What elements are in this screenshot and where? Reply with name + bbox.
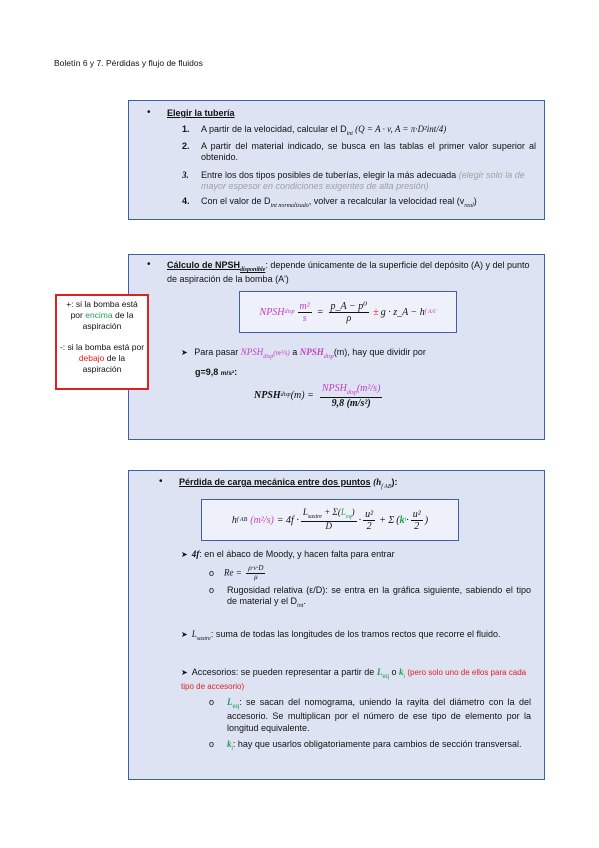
bullet: • <box>147 107 151 118</box>
box1-item-2: A partir del material indicado, se busca en las tablas el primer valor superior al obtenido. <box>201 141 536 163</box>
pressure-fraction: $\frac{\text{p\_A − p⁰}}{\rho}$ <box>330 300 368 324</box>
box3-item-lsastre: ➤ $L_{sastre}$: suma de todas las longitudes de los tramos rectos que recorre el fluido. <box>181 629 501 642</box>
item-number: 2. <box>182 141 190 151</box>
arrow-icon: ➤ <box>181 348 188 357</box>
sign-note-plus: +: si la bomba está por encima de la aspiración <box>66 299 138 332</box>
box1-item-4: Con el valor de $D_{int normalizado}$, volver a recalcular la velocidad real $(v_{real})$ <box>201 196 477 209</box>
box-npsh <box>128 254 545 440</box>
box3-sub-rugosidad: Rugosidad relativa (ε/D): se entra en la gráfica siguiente, sabiendo el tipo de material y el $D_{int}$. <box>227 585 531 610</box>
arrow-icon: ➤ <box>181 668 188 677</box>
box1-item-1: A partir de la velocidad, calcular el $D_{int}$ (Q = A · v, A = π·D²int/4) <box>201 124 447 137</box>
box3-item-4f: ➤ 4f: en el ábaco de Moody, y hacen falta para entrar <box>181 549 395 559</box>
item-number: 1. <box>182 124 190 134</box>
item-number: 4. <box>182 196 190 206</box>
box3-title: Pérdida de carga mecánica entre dos puntos $(h_{f AB})$: <box>179 477 398 490</box>
box3-sub-ki: $k_i$: hay que usarlos obligatoriamente para cambios de sección transversal. <box>227 739 522 752</box>
npsh-equation: NPSH disp $\frac{\text{m²}}{s}$ = $\frac{\text{p\_A − p⁰}}{\rho}$ ± g · z_A − h f AA' <box>239 291 457 333</box>
units-fraction: $\frac{\text{m²}}{s}$ <box>299 300 310 324</box>
sign-note-box <box>55 294 149 390</box>
bullet: • <box>147 259 151 270</box>
bullet: • <box>159 476 163 487</box>
box1-item-3: Entre los dos tipos posibles de tuberías, elegir la más adecuada (elegir solo la de mayor espesor en condiciones exigentes de alta presión) <box>201 170 525 192</box>
sign-note-minus: -: si la bomba está por debajo de la aspiración <box>59 342 145 375</box>
box3-sub-re: o Re = $\frac{\rho\cdot v\cdot D}{\mu}$ <box>209 564 264 581</box>
arrow-icon: ➤ <box>181 550 188 559</box>
box3-sub-leq: $L_{eq}$: se sacan del nomograma, uniendo la rayita del diámetro con la del accesorio. Se multiplican por el número de ese tipo de elemento por la longitud equivalente. <box>227 697 531 733</box>
arrow-icon: ➤ <box>181 630 188 639</box>
box2-arrow-item: ➤ Para pasar $NPSH_{disp}(m^2/s)$ a $NPSH_{disp}(m)$, hay que dividir por <box>181 347 426 360</box>
box-elegir-tuberia <box>128 100 545 220</box>
g-value: g=9,8 m/s²: <box>195 367 238 377</box>
head-loss-equation: h f AB (m²/s) = 4f · $\frac{L_{sastre} + \Sigma(L_{eq})}{D}$ · $\frac{\text{u²}}{2}$ + Σ ( k i · $\frac{\text{u²}}{2}$ ) <box>201 499 459 541</box>
box3-item-accesorios: ➤ Accesorios: se pueden representar a partir de $L_{eq}$ o $k_i$ (pero solo uno de ellos para cada tipo de accesorio) <box>181 667 527 692</box>
document-header: Boletín 6 y 7. Pérdidas y flujo de fluidos <box>54 58 203 68</box>
box1-title: Elegir la tubería <box>167 108 235 118</box>
item-number: 3. <box>182 170 189 180</box>
box-perdida-carga: • Pérdida de carga mecánica entre dos puntos $(h_{f AB})$: h f AB (m²/s) = 4f · $\frac{L_{sastre} + \Sigma(L_{eq})}{D}$ · $\frac{\text{u²}}{2}$ + Σ ( k i · $\frac{\text{u²}}{2}$ ) ➤ 4f: en el ábaco de Moody, y hacen falta para entrar o Re = $\frac{\rho\cdot v\cdot D}{\mu}$ o Rugosidad relativa (ε/D): se entra en la gráfica siguiente, sabiendo el tipo de material y el $D_{int}$. ➤ $L_{sastre}$: suma de todas las longitudes de los tramos rectos que recorre el fluido. ➤ Accesorios: se pueden representar a partir de $L_{eq}$ o $k_i$ (pero solo uno de ellos para cada tipo de accesorio) o $L_{eq}$: se sacan del nomograma, uniendo la rayita del diámetro con la del accesorio. Se multiplican por el número de ese tipo de elemento por la longitud equivalente. o $k_i$: hay que usarlos obligatoriamente para cambios de sección transversal. <box>128 470 545 780</box>
npsh-conversion-equation: NPSH disp (m) = $\frac{NPSH_{disp}(m^2/s)}{\text{9,8 (m/s²)}}$ <box>254 383 381 409</box>
box2-title: Cálculo de $NPSH_{disponible}$: depende únicamente de la superficie del depósito (A) y del punto de aspiración de la bomba (A') <box>167 260 530 285</box>
